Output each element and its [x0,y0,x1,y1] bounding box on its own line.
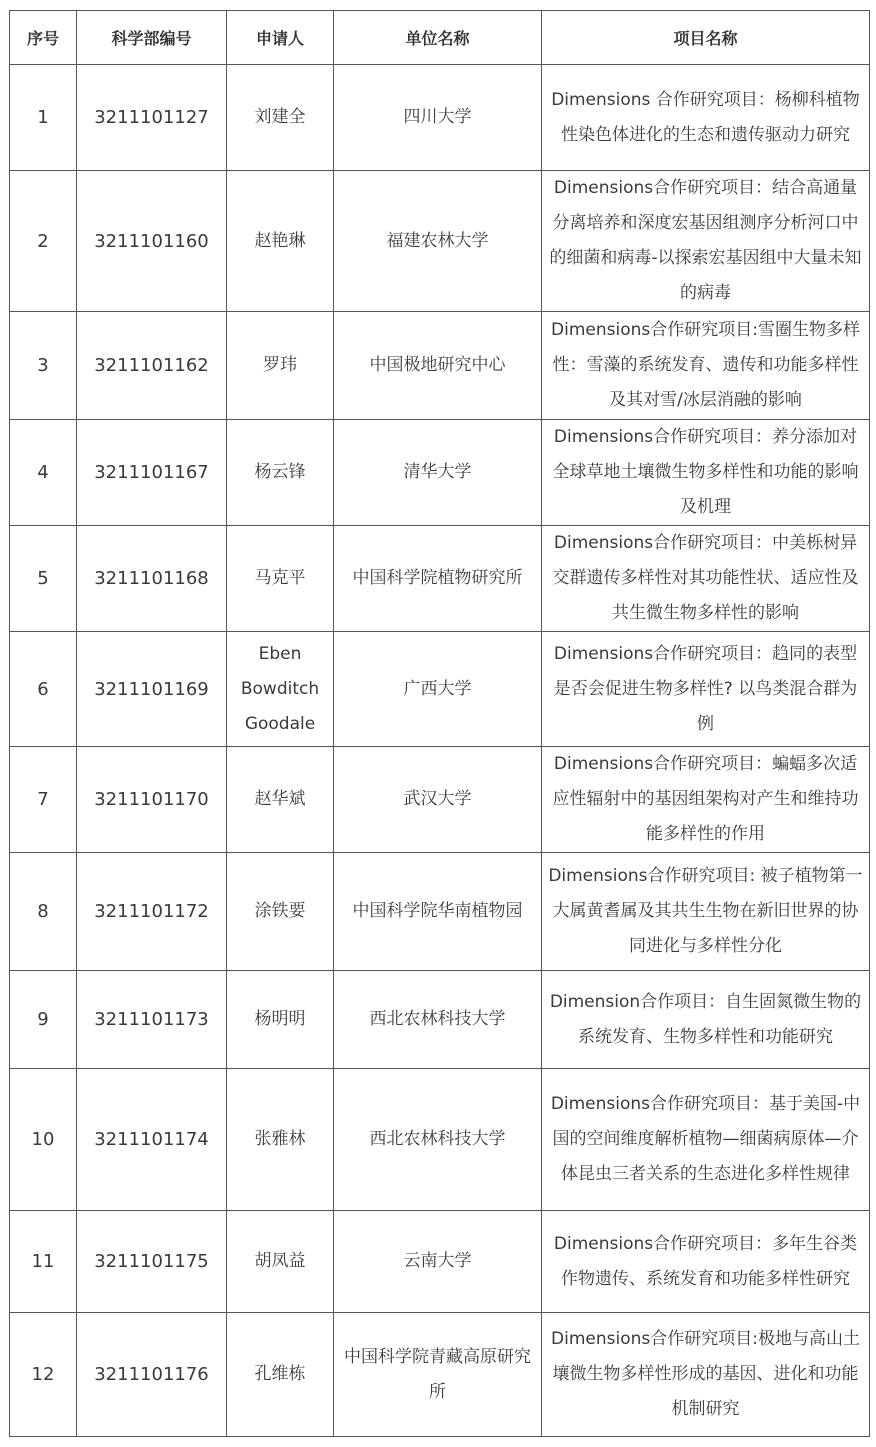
project-table [9,10,870,1437]
cell-unit: 中国极地研究中心 [334,312,542,420]
cell-unit: 广西大学 [334,632,542,747]
cell-unit: 中国科学院华南植物园 [334,853,542,971]
cell-project: Dimensions合作研究项目：中美栎树异交群遗传多样性对其功能性状、适应性及共生微生物多样性的影响 [542,526,870,632]
cell-index: 2 [10,171,77,312]
cell-index: 11 [10,1211,77,1313]
table-row [10,1069,870,1211]
cell-project: Dimensions合作研究项目:雪圈生物多样性：雪藻的系统发育、遗传和功能多样性及其对雪/冰层消融的影响 [542,312,870,420]
table-row [10,747,870,853]
cell-id: 3211101174 [77,1069,227,1211]
header-project: 项目名称 [542,11,870,65]
cell-applicant: 马克平 [227,526,334,632]
cell-index: 9 [10,971,77,1069]
table-row [10,1211,870,1313]
cell-project: Dimensions合作研究项目：多年生谷类作物遗传、系统发育和功能多样性研究 [542,1211,870,1313]
cell-applicant: 赵艳琳 [227,171,334,312]
cell-project: Dimensions 合作研究项目：杨柳科植物性染色体进化的生态和遗传驱动力研究 [542,65,870,171]
cell-unit: 中国科学院植物研究所 [334,526,542,632]
table-row [10,420,870,526]
table-header-row [10,11,870,65]
cell-applicant: 赵华斌 [227,747,334,853]
cell-unit: 四川大学 [334,65,542,171]
project-table-container [9,10,870,1437]
header-applicant: 申请人 [227,11,334,65]
table-row [10,853,870,971]
cell-unit: 西北农林科技大学 [334,1069,542,1211]
cell-project: Dimensions合作研究项目：结合高通量分离培养和深度宏基因组测序分析河口中的细菌和病毒-以探索宏基因组中大量未知的病毒 [542,171,870,312]
cell-index: 12 [10,1313,77,1437]
cell-id: 3211101160 [77,171,227,312]
cell-index: 4 [10,420,77,526]
cell-id: 3211101168 [77,526,227,632]
cell-project: Dimensions合作研究项目：趋同的表型是否会促进生物多样性? 以鸟类混合群为例 [542,632,870,747]
cell-id: 3211101162 [77,312,227,420]
table-row [10,65,870,171]
table-row [10,632,870,747]
cell-applicant: 涂铁要 [227,853,334,971]
cell-unit: 福建农林大学 [334,171,542,312]
cell-project: Dimensions合作研究项目: 被子植物第一大属黄耆属及其共生生物在新旧世界的协同进化与多样性分化 [542,853,870,971]
cell-unit: 西北农林科技大学 [334,971,542,1069]
header-unit: 单位名称 [334,11,542,65]
cell-id: 3211101127 [77,65,227,171]
cell-applicant: 刘建全 [227,65,334,171]
cell-id: 3211101169 [77,632,227,747]
cell-unit: 清华大学 [334,420,542,526]
cell-id: 3211101176 [77,1313,227,1437]
cell-id: 3211101175 [77,1211,227,1313]
table-row [10,171,870,312]
cell-unit: 云南大学 [334,1211,542,1313]
cell-applicant: Eben Bowditch Goodale [227,632,334,747]
header-index: 序号 [10,11,77,65]
cell-index: 3 [10,312,77,420]
cell-applicant: 胡凤益 [227,1211,334,1313]
cell-index: 7 [10,747,77,853]
table-row [10,971,870,1069]
cell-unit: 中国科学院青藏高原研究所 [334,1313,542,1437]
cell-applicant: 张雅林 [227,1069,334,1211]
cell-id: 3211101167 [77,420,227,526]
cell-project: Dimension合作项目：自生固氮微生物的系统发育、生物多样性和功能研究 [542,971,870,1069]
cell-project: Dimensions合作研究项目：基于美国-中国的空间维度解析植物—细菌病原体—介体昆虫三者关系的生态进化多样性规律 [542,1069,870,1211]
header-id: 科学部编号 [77,11,227,65]
table-row [10,1313,870,1437]
cell-index: 6 [10,632,77,747]
cell-unit: 武汉大学 [334,747,542,853]
cell-index: 8 [10,853,77,971]
cell-id: 3211101173 [77,971,227,1069]
table-row [10,526,870,632]
cell-index: 5 [10,526,77,632]
cell-index: 1 [10,65,77,171]
cell-project: Dimensions合作研究项目:极地与高山土壤微生物多样性形成的基因、进化和功能机制研究 [542,1313,870,1437]
cell-applicant: 杨明明 [227,971,334,1069]
cell-id: 3211101172 [77,853,227,971]
cell-project: Dimensions合作研究项目：蝙蝠多次适应性辐射中的基因组架构对产生和维持功能多样性的作用 [542,747,870,853]
cell-applicant: 罗玮 [227,312,334,420]
cell-index: 10 [10,1069,77,1211]
cell-id: 3211101170 [77,747,227,853]
cell-applicant: 孔维栋 [227,1313,334,1437]
cell-applicant: 杨云锋 [227,420,334,526]
table-row [10,312,870,420]
cell-project: Dimensions合作研究项目：养分添加对全球草地土壤微生物多样性和功能的影响及机理 [542,420,870,526]
